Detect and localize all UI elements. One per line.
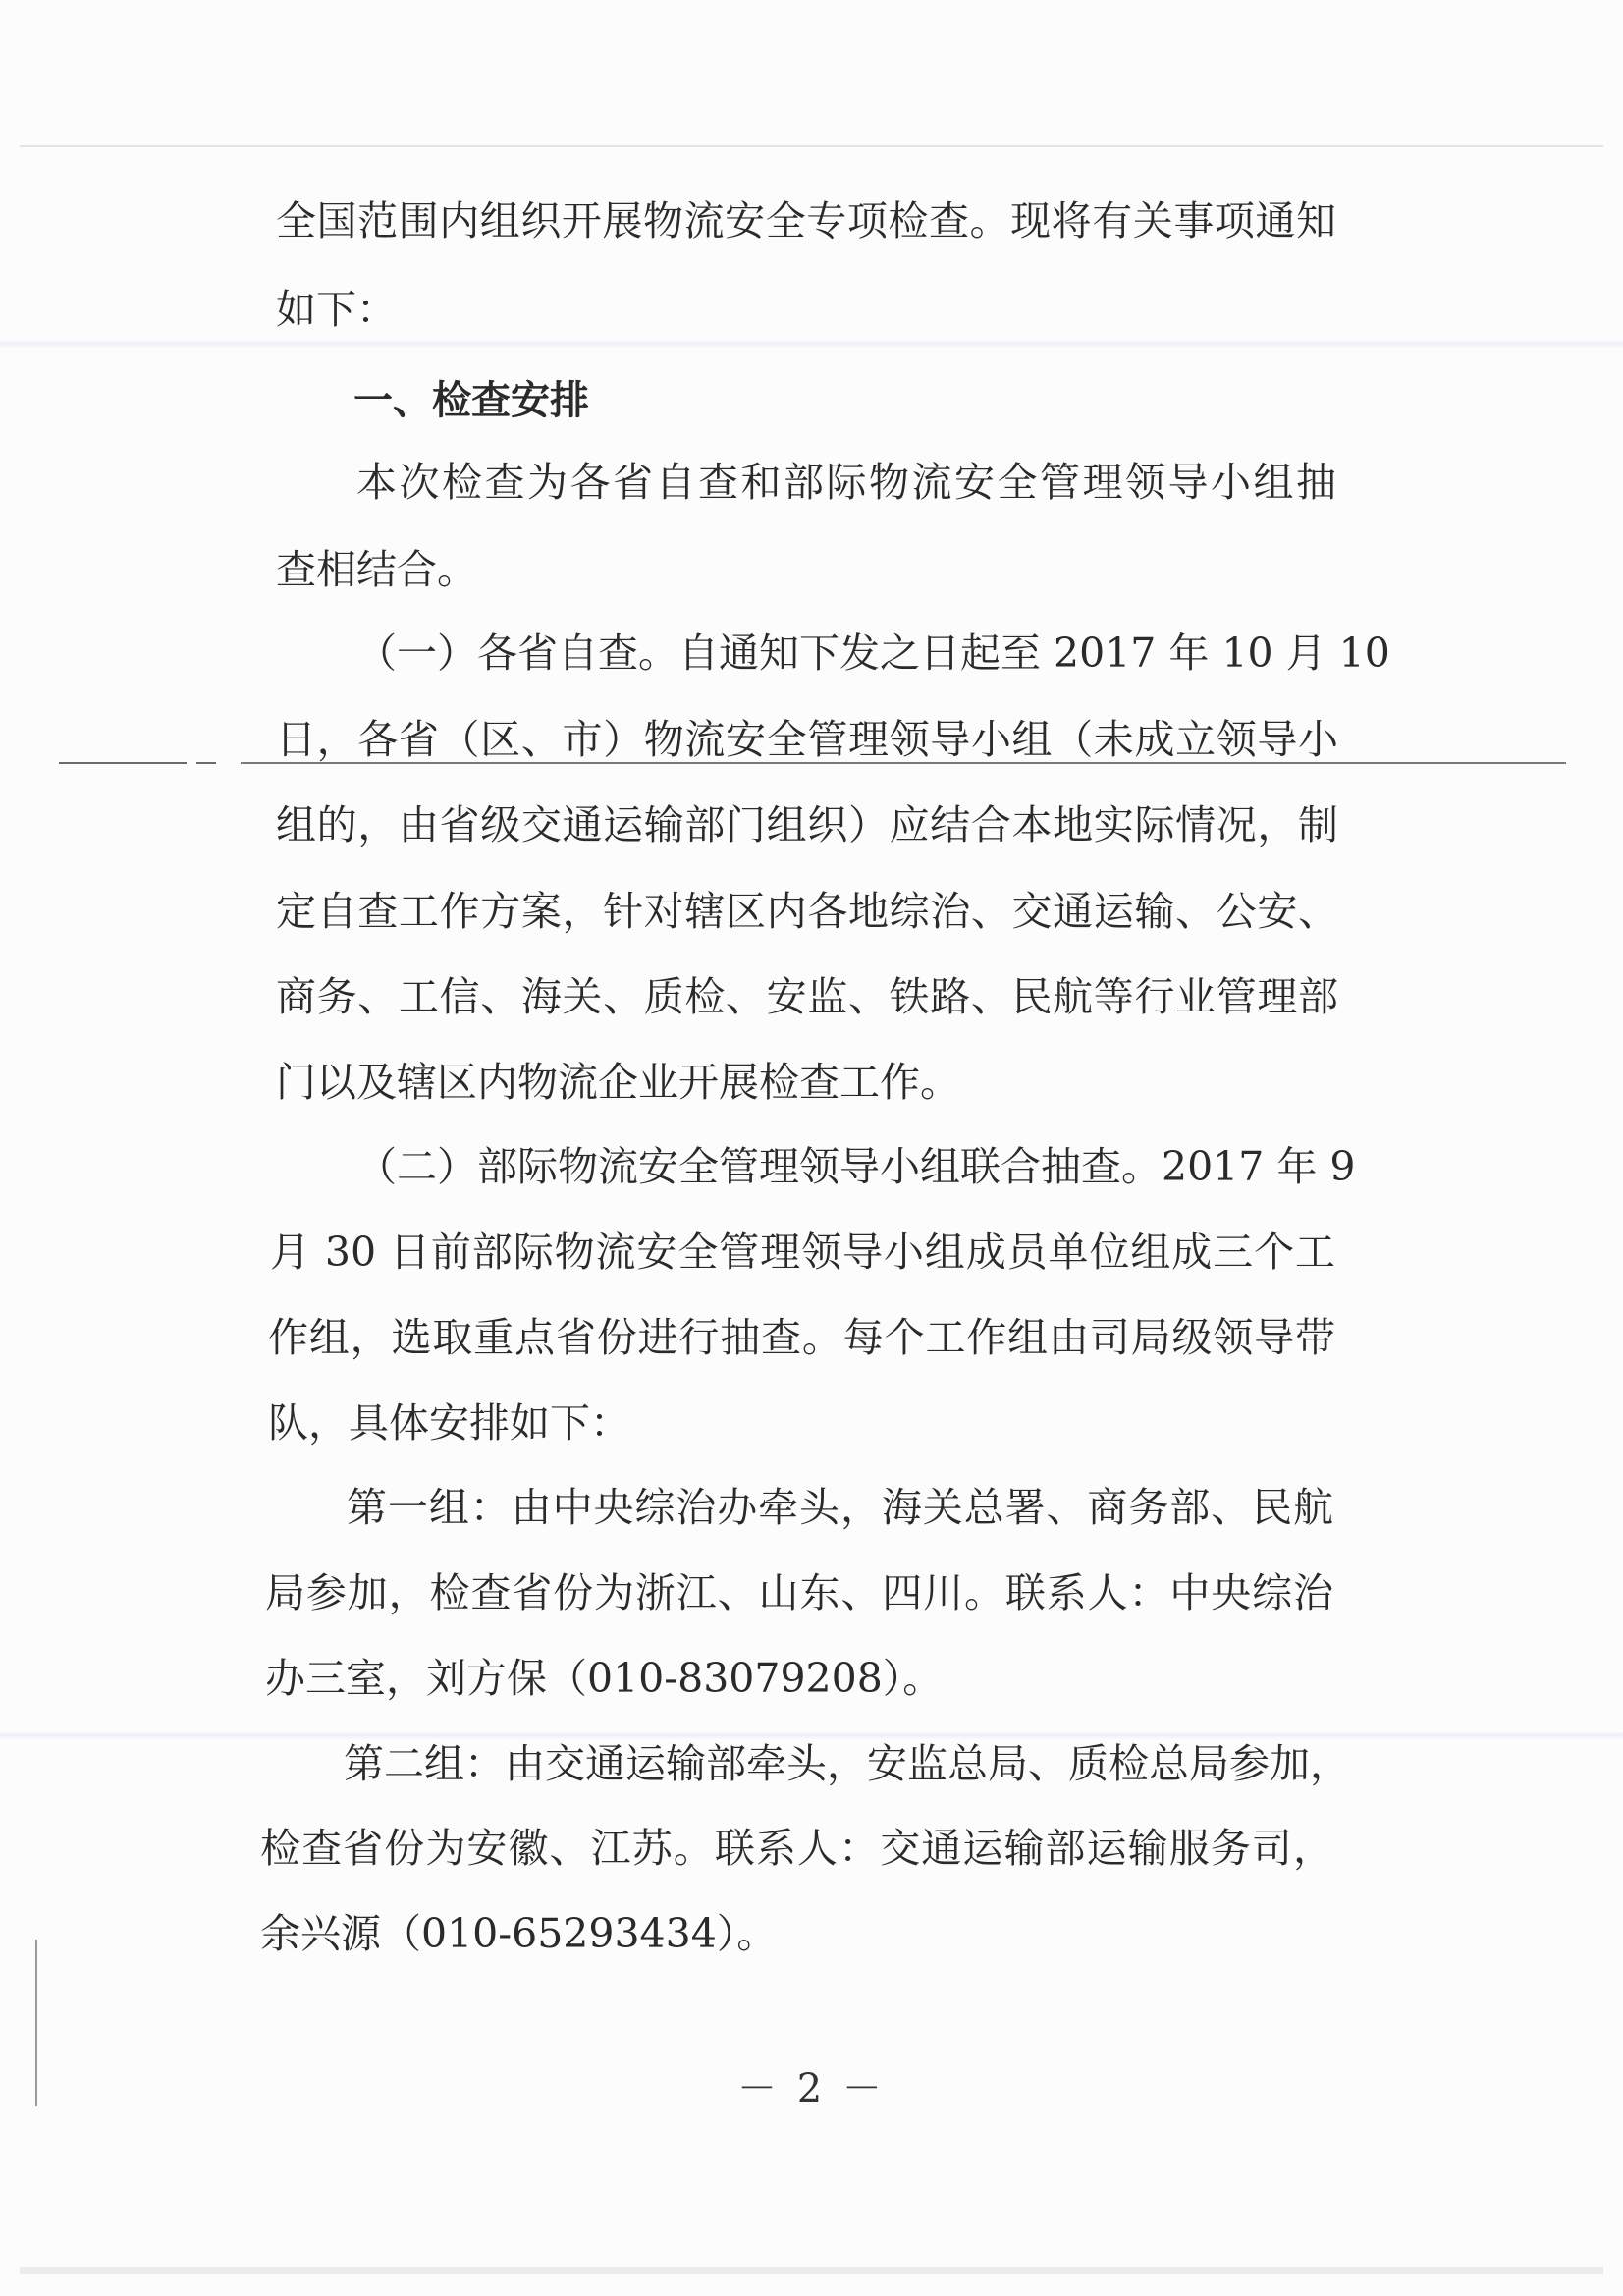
scan-band-artifact: [0, 339, 1623, 349]
text-line: 局参加，检查省份为浙江、山东、四川。联系人：中央综治: [265, 1569, 1333, 1616]
text-line: 作组，选取重点省份进行抽查。每个工作组由司局级领导带: [268, 1314, 1335, 1361]
text-line: 查相结合。: [276, 546, 477, 593]
text-line: 月 30 日前部际物流安全管理领导小组成员单位组成三个工: [270, 1229, 1335, 1276]
text-line: 如下：: [276, 286, 397, 333]
scan-dash-artifact: [59, 762, 187, 764]
text-line: （一）各省自查。自通知下发之日起至 2017 年 10 月 10: [356, 629, 1390, 677]
text-line: 全国范围内组织开展物流安全专项检查。现将有关事项通知: [276, 197, 1336, 245]
text-line: 第一组：由中央综治办牵头，海关总署、商务部、民航: [347, 1484, 1333, 1531]
text-line: 组的，由省级交通运输部门组织）应结合本地实际情况，制: [276, 801, 1338, 848]
text-line: 本次检查为各省自查和部际物流安全管理领导小组抽: [356, 459, 1336, 506]
text-line: 余兴源（010-65293434）。: [260, 1910, 778, 1957]
text-line: 检查省份为安徽、江苏。联系人：交通运输部运输服务司，: [260, 1825, 1333, 1872]
text-line: （二）部际物流安全管理领导小组联合抽查。2017 年 9: [356, 1143, 1356, 1190]
section-heading: 一、检查安排: [353, 378, 589, 423]
scan-edge-artifact: [20, 145, 1603, 147]
text-line: 定自查工作方案，针对辖区内各地综治、交通运输、公安、: [276, 888, 1338, 935]
text-line: 第二组：由交通运输部牵头，安监总局、质检总局参加，: [344, 1740, 1350, 1787]
text-line: 日，各省（区、市）物流安全管理领导小组（未成立领导小: [276, 716, 1338, 763]
scan-bottom-edge: [20, 2267, 1603, 2274]
text-line: 门以及辖区内物流企业开展检查工作。: [276, 1059, 960, 1106]
page-number: － 2 －: [737, 2066, 886, 2111]
text-line: 办三室，刘方保（010-83079208）。: [265, 1655, 944, 1702]
text-line: 队，具体安排如下：: [268, 1399, 630, 1447]
scan-dash-artifact: [196, 762, 216, 764]
text-line: 商务、工信、海关、质检、安监、铁路、民航等行业管理部: [276, 973, 1338, 1020]
